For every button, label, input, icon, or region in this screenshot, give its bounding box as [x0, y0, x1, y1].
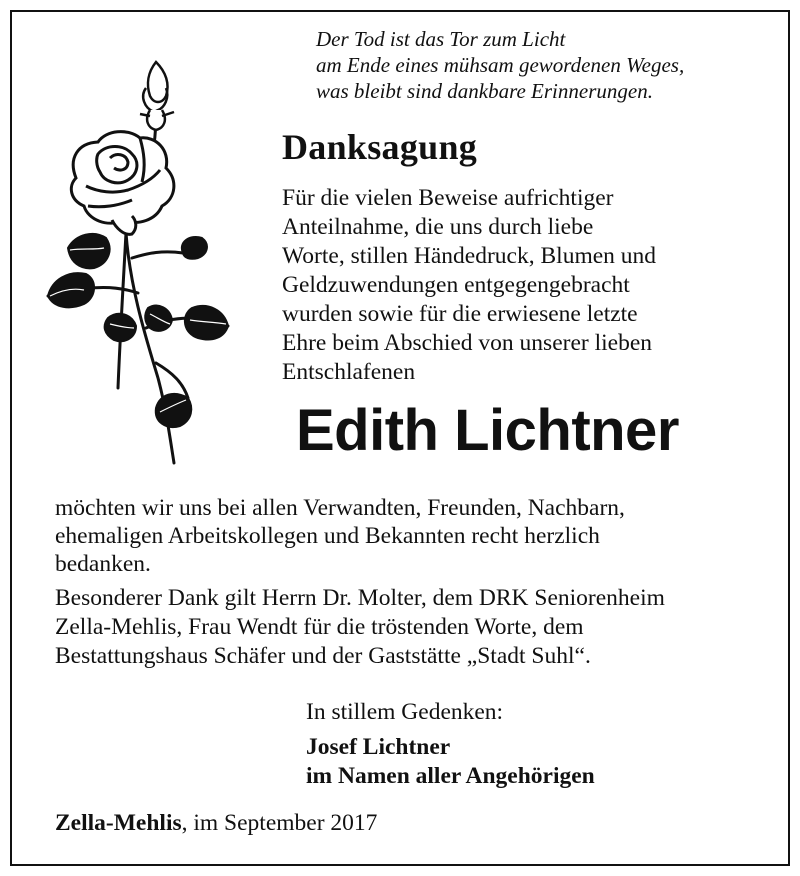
intro-line: Worte, stillen Händedruck, Blumen und — [282, 243, 657, 269]
special-thanks-line: Besonderer Dank gilt Herrn Dr. Molter, dem DRK Seniorenheim — [55, 585, 665, 611]
special-thanks-line: Zella-Mehlis, Frau Wendt für die tröstenden Worte, dem — [55, 614, 584, 640]
intro-line: Ehre beim Abschied von unserer lieben — [282, 330, 653, 356]
poem-line: was bleibt sind dankbare Erinnerungen. — [316, 79, 653, 103]
intro-line: Entschlafenen — [282, 359, 416, 385]
intro-line: Für die vielen Beweise aufrichtiger — [282, 185, 614, 211]
footer-date: , im September 2017 — [181, 810, 378, 836]
footer-place: Zella-Mehlis — [55, 810, 182, 836]
poem — [316, 26, 684, 104]
special-thanks-line: Bestattungshaus Schäfer und der Gaststätte „Stadt Suhl“. — [55, 643, 591, 669]
thanks-line: möchten wir uns bei allen Verwandten, Freunden, Nachbarn, — [55, 495, 625, 521]
page-title: Danksagung — [282, 127, 478, 167]
footer-dateline — [55, 810, 377, 837]
signer-name: Josef Lichtner — [306, 734, 451, 760]
special-thanks-paragraph — [55, 584, 665, 671]
intro-line: Geldzuwendungen entgegengebracht — [282, 272, 630, 298]
thanks-line: ehemaligen Arbeitskollegen und Bekannten recht herzlich — [55, 523, 600, 549]
deceased-name: Edith Lichtner — [296, 398, 679, 463]
intro-line: wurden sowie für die erwiesene letzte — [282, 301, 638, 327]
signer-block — [306, 733, 595, 791]
poem-line: Der Tod ist das Tor zum Licht — [316, 27, 566, 51]
thanks-paragraph — [55, 494, 625, 578]
memory-line: In stillem Gedenken: — [306, 699, 504, 725]
rose-icon — [28, 58, 243, 468]
thanks-line: bedanken. — [55, 551, 151, 577]
intro-line: Anteilnahme, die uns durch liebe — [282, 214, 594, 240]
poem-line: am Ende eines mühsam gewordenen Weges, — [316, 53, 685, 77]
intro-text — [282, 184, 752, 387]
signer-subline: im Namen aller Angehörigen — [306, 763, 595, 789]
